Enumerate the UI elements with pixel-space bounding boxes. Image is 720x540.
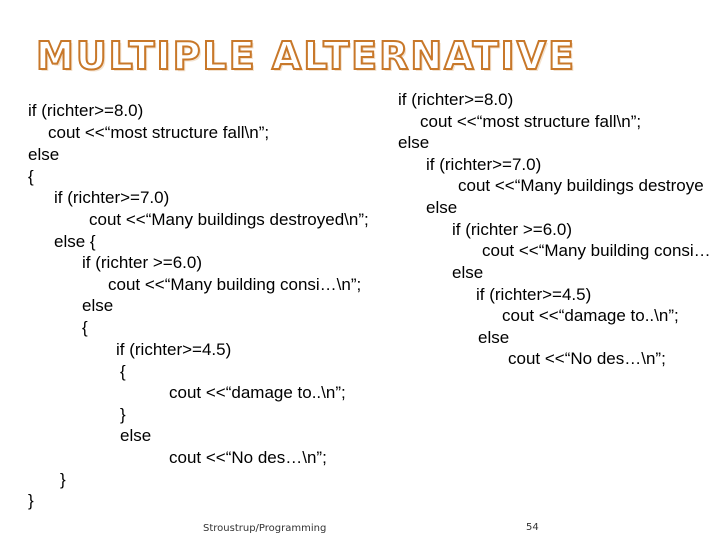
code-line: cout <<“Many buildings destroye (458, 176, 704, 195)
code-line: } (60, 470, 66, 489)
code-line: else (478, 328, 510, 347)
code-line: else (398, 133, 430, 152)
code-line: else (82, 296, 114, 315)
code-line: cout <<“Many building consi… (482, 241, 711, 260)
code-line: cout <<“most structure fall\n”; (420, 112, 642, 131)
code-line: if (richter>=8.0) (398, 90, 514, 109)
code-line: { (120, 362, 126, 381)
code-line: else (120, 426, 152, 445)
code-line: else { (54, 232, 96, 251)
code-line: if (richter>=7.0) (426, 155, 542, 174)
page-number: 54 (526, 522, 539, 533)
code-line: if (richter>=4.5) (116, 340, 232, 359)
code-line: cout <<“Many buildings destroyed\n”; (89, 210, 369, 229)
code-line: cout <<“No des…\n”; (169, 448, 327, 467)
code-line: cout <<“damage to..\n”; (502, 306, 679, 325)
slide-title: MULTIPLE ALTERNATIVE (36, 34, 577, 78)
code-line: } (120, 405, 126, 424)
code-line: { (28, 167, 34, 186)
code-line: cout <<“Many building consi…\n”; (108, 275, 362, 294)
code-line: else (28, 145, 60, 164)
code-line: if (richter>=4.5) (476, 285, 592, 304)
code-line: { (82, 318, 88, 337)
code-line: } (28, 491, 34, 510)
code-line: if (richter >=6.0) (452, 220, 572, 239)
code-line: cout <<“most structure fall\n”; (48, 123, 270, 142)
code-line: cout <<“No des…\n”; (508, 349, 666, 368)
code-line: else (426, 198, 458, 217)
footer-source: Stroustrup/Programming (203, 523, 327, 534)
code-line: if (richter>=7.0) (54, 188, 170, 207)
code-line: cout <<“damage to..\n”; (169, 383, 346, 402)
code-line: else (452, 263, 484, 282)
code-line: if (richter >=6.0) (82, 253, 202, 272)
code-line: if (richter>=8.0) (28, 101, 144, 120)
